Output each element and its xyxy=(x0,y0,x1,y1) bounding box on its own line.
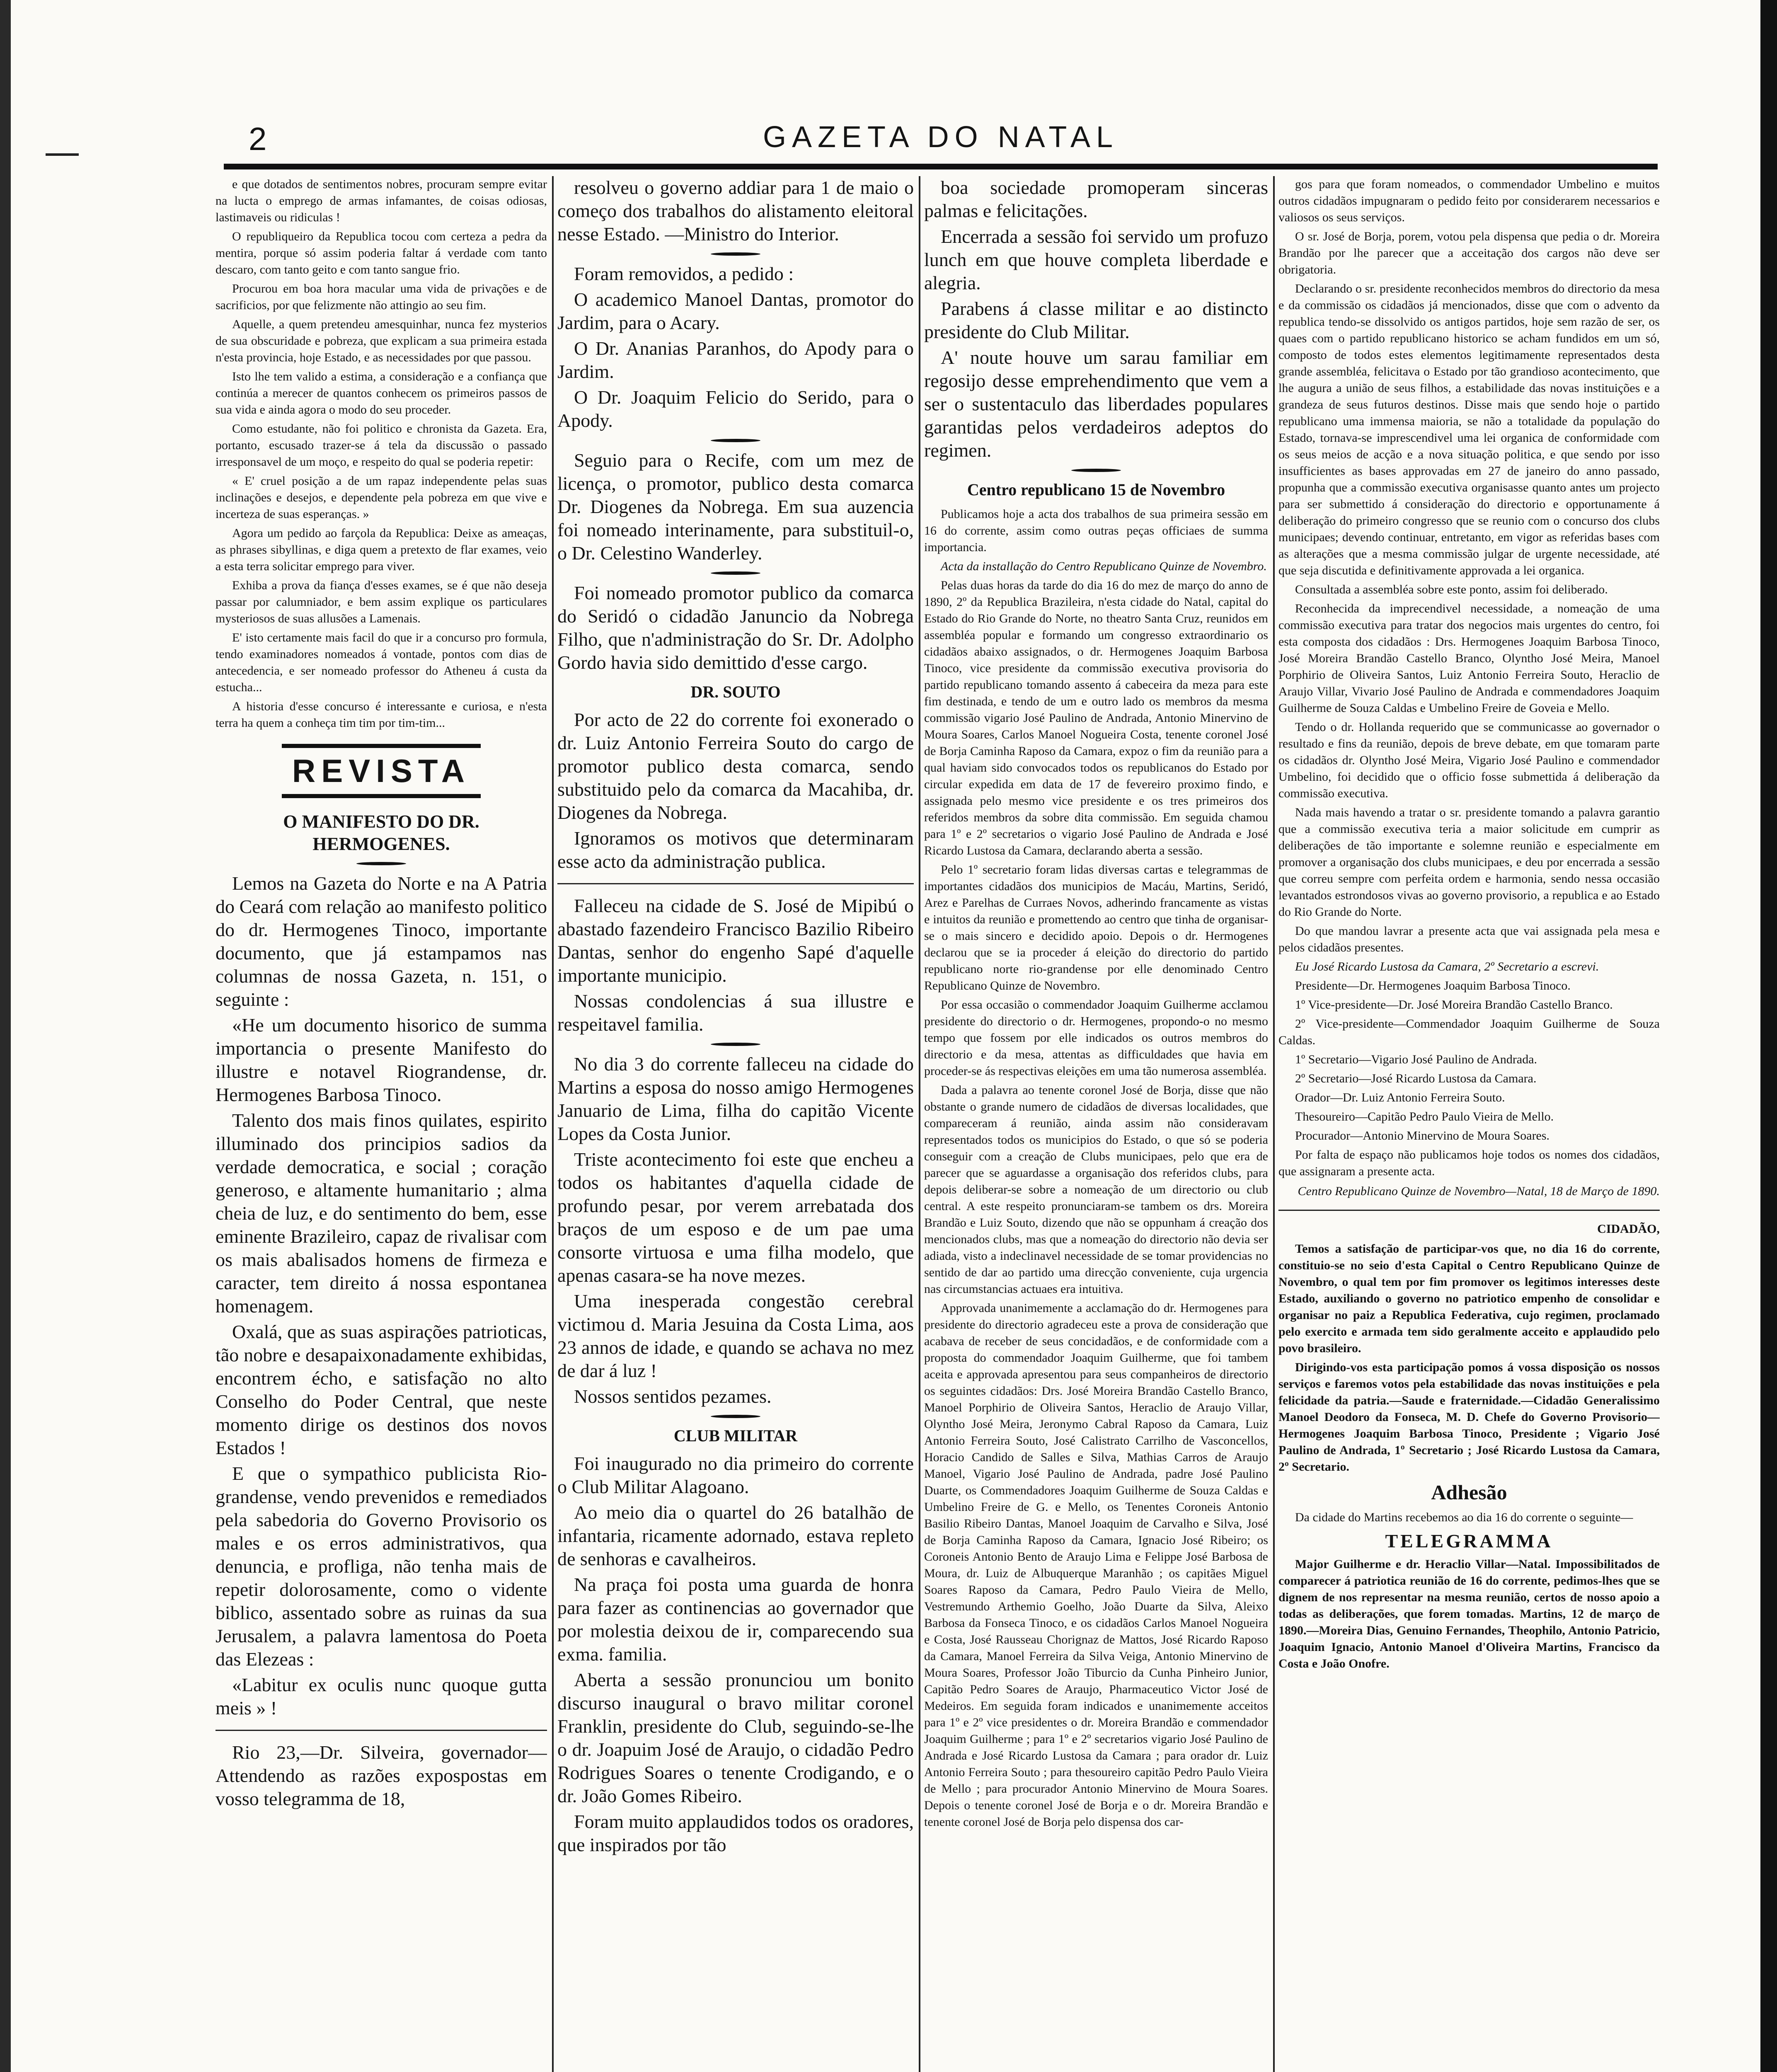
dateline: Centro Republicano Quinze de Novembro—Natal, 18 de Março de 1890. xyxy=(1298,1184,1660,1198)
article-body xyxy=(215,872,547,1811)
article-title: CLUB MILITAR xyxy=(673,1426,798,1445)
paragraph: boa sociedade promoperam sinceras palmas e felicitações. xyxy=(924,177,1268,221)
column-4 xyxy=(1278,176,1660,2072)
paragraph: Parabens á classe militar e ao distincto presidente do Club Militar. xyxy=(924,298,1268,342)
paragraph: Dirigindo-vos esta participação pomos á vossa disposição os nossos serviços e faremos votos pela estabilidade das novas instituições e pela felicidade da patria.—Saude e fraternidade.—Cidadão Generalissimo Manoel Deodoro da Fonseca, M. D. Chefe do Governo Provisorio—Hermogenes Joaquim Barbosa Tinoco, Presidente ; Vigario José Paulino de Andrada, 1º Secretario ; José Ricardo Lustosa da Camara, 2º Secretario. xyxy=(1278,1360,1660,1474)
paragraph: Seguio para o Recife, com um mez de licença, o promotor, publico desta comarca Dr. Diogenes da Nobrega. Em sua auzencia foi nomeado interinamente, para substituil-o, o Dr. Celestino Wanderley. xyxy=(557,450,914,564)
paragraph: Aberta a sessão pronunciou um bonito discurso inaugural o bravo militar coronel Franklin, presidente do Club, seguindo-se-lhe o dr. Joapuim José de Araujo, o cidadão Pedro Rodrigues Soares o tenente Crodigando, e o dr. João Gomes Ribeiro. xyxy=(557,1669,914,1806)
paragraph: Foi inaugurado no dia primeiro do corrente o Club Militar Alagoano. xyxy=(557,1453,914,1497)
signature-line: Thesoureiro—Capitão Pedro Paulo Vieira de Mello. xyxy=(1295,1110,1554,1123)
paragraph: O Dr. Ananias Paranhos, do Apody para o Jardim. xyxy=(557,338,914,382)
signature-line: Procurador—Antonio Minervino de Moura Soares. xyxy=(1295,1129,1550,1143)
divider xyxy=(557,883,914,884)
article-body xyxy=(557,708,914,1408)
news-items xyxy=(557,176,914,674)
paragraph: Nossos sentidos pezames. xyxy=(574,1386,772,1407)
paragraph: O academico Manoel Dantas, promotor do Jardim, para o Acary. xyxy=(557,289,914,333)
paragraph: Na praça foi posta uma guarda de honra para fazer as continencias ao governador que por molestia deixou de ir, comparecendo sua exma. familia. xyxy=(557,1574,914,1665)
paragraph: Como estudante, não foi politico e chronista da Gazeta. Era, portanto, escusado trazer-se á tela da discussão o passado irresponsavel de um moço, e respeito do qual se poderia repetir: xyxy=(215,422,547,469)
paragraph: O Dr. Joaquim Felicio do Serido, para o Apody. xyxy=(557,387,914,431)
paragraph: A' noute houve um sarau familiar em regosijo desse emprehendimento que vem a ser o sustentaculo das liberdades populares garantidas pelos verdadeiros adeptos do regimen. xyxy=(924,347,1268,461)
paragraph: Exhiba a prova da fiança d'esses exames, se é que não deseja passar por calumniador, e bem assim explique os particulares mysteriosos de suas allusões a Lamenais. xyxy=(215,579,547,625)
paragraph: Tendo o dr. Hollanda requerido que se communicasse ao governador o resultado e fins da reunião, depois de breve debate, em que tomaram parte os cidadãos dr. Olyntho José Meira, Vigario José Paulino e commendador Umbelino, foi decidido que o officio fosse submettida á deliberação da commissão executiva. xyxy=(1278,720,1660,800)
paragraph: Do que mandou lavrar a presente acta que vai assignada pela mesa e pelos cidadãos presentes. xyxy=(1278,924,1660,954)
ornament-rule xyxy=(711,439,760,442)
paragraph: Foi nomeado promotor publico da comarca do Seridó o cidadão Januncio da Nobrega Filho, que n'administração do Sr. Dr. Adolpho Gordo havia sido demittido d'esse cargo. xyxy=(557,582,914,673)
paragraph: Major Guilherme e dr. Heraclio Villar—Natal. Impossibilitados de comparecer á patriotica reunião de 16 do corrente, pedimos-lhes que se dignem de nos representar na mesma reunião, certos de nosso apoio a todas as deliberações, que forem tomadas. Martins, 12 de março de 1890.—Moreira Dias, Genuino Fernandes, Theophilo, Antonio Patricio, Joaquim Ignacio, Antonio Manoel d'Oliveira Martins, Francisco da Costa e João Onofre. xyxy=(1278,1557,1660,1670)
paragraph: Oxalá, que as suas aspirações patrioticas, tão nobre e desapaixonadamente exhibidas, encontrem écho, e satisfação no alto Conselho do Poder Central, que neste momento dirige os destinos dos novos Estados ! xyxy=(215,1321,547,1458)
paragraph: Triste acontecimento foi este que encheu a todos os habitantes d'aquella cidade de profundo pesar, por verem arrebatada dos braços de um esposo e de um pae uma consorte virtuosa e uma filha modelo, que apenas casara-se ha nove mezes. xyxy=(557,1149,914,1286)
quotation: «Labitur ex oculis nunc quoque gutta meis » ! xyxy=(215,1674,547,1719)
paragraph: Ao meio dia o quartel do 26 batalhão de infantaria, ricamente adornado, estava repleto de senhoras e cavalheiros. xyxy=(557,1502,914,1569)
paragraph: Procurou em boa hora macular uma vida de privações e de sacrificios, por que felizmente não attingio ao seu fim. xyxy=(215,282,547,312)
paragraph: e que dotados de sentimentos nobres, procuram sempre evitar na lucta o emprego de armas infamantes, de coisas odiosas, lastimaveis ou ridiculas ! xyxy=(215,177,547,224)
paragraph: Encerrada a sessão foi servido um profuzo lunch em que houve completa liberdade e alegria. xyxy=(924,226,1268,293)
section-heading-adhesao: Adhesão xyxy=(1431,1481,1507,1504)
ornament-rule xyxy=(711,252,760,256)
paragraph: Approvada unanimemente a acclamação do dr. Hermogenes para presidente do directorio agradeceu este a prova de consideração que acabava de receber de seus concidadãos, e de conformidade com a proposta do commendador Joaquim Guilherme, que foi tambem aceita e approvada apresentou para seus companheiros de directorio os seguintes cidadãos: Drs. José Moreira Brandão Castello Branco, Manoel Porphirio de Oliveira Santos, Heraclio de Araujo Villar, Olyntho José Meira, Jeronymo Cabral Raposo da Camara, Luiz Antonio Ferreira Souto, José Calistrato Carrilho de Vasconcellos, Horacio Candido de Salles e Silva, Mathias Carros de Araujo Manoel, Vigario José Paulino de Andrada, padre José Paulino Duarte, os Commendadores Joaquim Guilherme de Souza Caldas e Umbelino Freire de G. e Mello, os Tenentes Coroneis Antonio Basilio Ribeiro Dantas, Manoel Joaquim de Carvalho e Silva, José de Borja Caminha Raposo da Camara, Ignacio José Ribeiro; os Coroneis Antonio Bento de Araujo Lima e Felippe José Barbosa de Moura, dr. Luiz de Albuquerque Maranhão ; os capitães Miguel Soares Raposo da Camara, Pedro Paulo Vieira de Mello, Vestremundo Arthemio Goelho, João Duarte da Silva, Aleixo Barbosa da Fonseca Tinoco, e os cidadãos Carlos Manoel Nogueira e Costa, José Rausseau Chorignaz de Mattos, José Ricardo Raposo da Camara, Manoel Ferreira da Silva Veiga, Antonio Minervino de Moura Soares, Professor João Tiburcio da Cunha Pinheiro Junior, Capitão Pedro Soares de Araujo, Pharmaceutico Victor José de Medeiros. Em seguida foram indicados e unanimemente acceitos para 1º e 2º vice presidentes o dr. Moreira Brandão e commendador Joaquim Guilherme ; para 1º e 2º secretarios vigario José Paulino de Andrada e José Ricardo Lustosa da Camara ; para orador dr. Luiz Antonio Ferreira Souto ; para thesoureiro capitão Pedro Paulo Vieira de Mello ; para procurador Antonio Minervino de Moura Soares. Depois o tenente coronel José de Borja e o dr. Moreira Brandão e tenente coronel José de Borja pelo dispensa dos car- xyxy=(924,1301,1268,1829)
paragraph: O republiqueiro da Republica tocou com certeza a pedra da mentira, porque só assim poderia faltar á verdade com tanto descaro, com tanto geito e com tanto sangue frio. xyxy=(215,230,547,276)
paragraph: Acta da installação do Centro Republicano Quinze de Novembro. xyxy=(941,559,1267,573)
paragraph: Foram removidos, a pedido : xyxy=(574,263,794,284)
divider xyxy=(1278,1210,1660,1211)
paragraph: Falleceu na cidade de S. José de Mipibú o abastado fazendeiro Francisco Bazilio Ribeiro Dantas, senhor do engenho Sapé d'aquelle importante municipio. xyxy=(557,895,914,986)
column-1 xyxy=(215,176,547,2072)
paragraph: Uma inesperada congestão cerebral victimou d. Maria Jesuina da Costa Lima, aos 23 annos de idade, e quando se achava no mez de dar á luz ! xyxy=(557,1290,914,1381)
article-continuation xyxy=(215,176,547,731)
page-number: 2 xyxy=(249,121,267,157)
paragraph: Lemos na Gazeta do Norte e na A Patria do Ceará com relação ao manifesto politico do dr. Hermogenes Tinoco, importante documento, que já estampamos nas columnas de nossa Gazeta, n. 151, o seguinte : xyxy=(215,873,547,1010)
paragraph: Por falta de espaço não publicamos hoje todos os nomes dos cidadãos, que assignaram a presente acta. xyxy=(1278,1148,1660,1178)
paragraph: Nada mais havendo a tratar o sr. presidente tomando a palavra garantio que a commissão executiva teria a maior solicitude em cumprir as deliberações de tão importante e solemne reunião e especialmente em promover a organisação dos clubs municipaes, e deu por encerrada a sessão que correu sempre com perfeita ordem e harmonia, sendo nessa occasião levantados estrondosos vivas ao governo provisorio, a republica e ao Estado do Rio Grande do Norte. xyxy=(1278,806,1660,919)
masthead xyxy=(215,120,1666,166)
divider xyxy=(215,1730,547,1731)
ornament-rule xyxy=(711,1043,760,1046)
paragraph: Nossas condolencias á sua illustre e respeitavel familia. xyxy=(557,990,914,1035)
paragraph: Da cidade do Martins recebemos ao dia 16 do corrente o seguinte— xyxy=(1295,1510,1633,1524)
paragraph: Rio 23,—Dr. Silveira, governador—Attendendo as razões expospostas em vosso telegramma de 18, xyxy=(215,1742,547,1809)
paragraph: O sr. José de Borja, porem, votou pela dispensa que pedia o dr. Moreira Brandão por lhe parecer que a acceitação dos cargos não deve ser obrigatoria. xyxy=(1278,230,1660,276)
newspaper-title: GAZETA DO NATAL xyxy=(763,121,1119,154)
paragraph: Pelas duas horas da tarde do dia 16 do mez de março do anno de 1890, 2º da Republica Brazileira, n'esta cidade do Natal, capital do Estado do Rio Grande do Norte, no theatro Santa Cruz, reunidos em assembléa popular e formando um congresso extraordinario os cidadãos abaixo assignados, o dr. Hermogenes Joaquim Barbosa Tinoco, vice presidente da commissão executiva provisoria do partido republicano tomando assento á cabeceira da meza para este fim destinada, e tendo de um e outro lado os membros da mesma commissão vigario José Paulino de Andrada, Antonio Minervino de Moura Soares, Carlos Manoel Nogueira Costa, tenente coronel José de Borja Caminha Raposo da Camara, expoz o fim da reunião para a qual haviam sido convocados todos os republicanos do Estado por circular expedida em data de 17 de fevereiro proximo findo, e assignada pelo mesmo vice presidente e os tres primeiros dos referidos membros da sobre dita commissão. Em seguida chamou para 1º e 2º secretarios o vigario José Paulino de Andrada e José Ricardo Lustosa da Camara, declarando aberta a sessão. xyxy=(924,579,1268,857)
scan-edge-right xyxy=(1760,0,1777,2072)
article-continuation xyxy=(1278,176,1660,1180)
paragraph: resolveu o governo addiar para 1 de maio o começo dos trabalhos do alistamento eleitoral nesse Estado. —Ministro do Interior. xyxy=(557,177,914,244)
paragraph: No dia 3 do corrente falleceu na cidade do Martins a esposa do nosso amigo Hermogenes Januario de Lima, filha do capitão Vicente Lopes da Costa Junior. xyxy=(557,1053,914,1144)
article-continuation xyxy=(924,176,1268,462)
column-divider xyxy=(919,176,920,2072)
quotation: « E' cruel posição a de um rapaz independente pelas suas inclinações e desejos, e dependente pela pobreza em que vive e incerteza de suas esperanças. » xyxy=(215,474,547,521)
circular-letter xyxy=(1278,1241,1660,1475)
signature-line: 2º Vice-presidente—Commendador Joaquim Guilherme de Souza Caldas. xyxy=(1278,1017,1660,1047)
paragraph: Publicamos hoje a acta dos trabalhos de sua primeira sessão em 16 do corrente, assim como outras peças officiaes de summa importancia. xyxy=(924,507,1268,554)
paragraph: «He um documento hisorico de summa importancia o presente Manifesto do illustre e notavel Riograndense, dr. Hermogenes Barbosa Tinoco. xyxy=(215,1014,547,1105)
ornament-rule xyxy=(711,571,760,575)
column-2 xyxy=(557,176,914,2072)
section-heading-revista: REVISTA xyxy=(282,744,481,798)
paragraph: Aquelle, a quem pretendeu amesquinhar, nunca fez mysterios de sua obscuridade e pobreza, que explicam a sua primeira estada n'esta provincia, hoje Estado, e as necessidades por que passou. xyxy=(215,317,547,364)
paragraph: Reconhecida da imprecendivel necessidade, a nomeação de uma commissão executiva para tratar dos negocios mais urgentes do centro, foi esta composta dos cidadãos : Drs. Hermogenes Joaquim Barbosa Tinoco, José Moreira Brandão Castello Branco, Olyntho José Meira, Manoel Porphirio de Oliveira Santos, Luiz Antonio Ferreira Souto, Heraclio de Araujo Villar, Vivario José Paulino de Andrada e commendadores Joaquim Guilherme de Souza Caldas e Umbelino Freire de Goveia e Mello. xyxy=(1278,602,1660,715)
paragraph: Declarando o sr. presidente reconhecidos membros do directorio da mesa e da commissão os cidadãos já mencionados, disse que com o advento da republica tendo-se dissolvido os antigos partidos, hoje sem razão de ser, os quaes com o partido republicano historico se acham fundidos em um só, composto de todos estes elementos legitimamente representados desta grande assembléa, felicitava o Estado por tão grandioso acontecimento, que lhe augura a união de seus filhos, a estabilidade das novas instituições e a grandeza de seus futuros destinos. Disse mais que sendo hoje o partido republicano uma immensa maioria, se não a totalidade da população do Estado, tornava-se imprescendivel uma lei organica de conformidade com os seus meios de acção e a nova situação politica, e que sendo por isso insufficientes as bases approvadas em 27 de janeiro do anno passado, propunha que a commissão executiva organisasse quanto antes um projecto para ser submettido á consideração do directorio e opportunamente á deliberação do primeiro congresso que se reunio com o concurso dos clubs municipaes; devendo continuar, entretanto, em vigor as referidas bases com as alterações que a mesma commissão julgar de urgente necessidade, até que seja discutida e definitivamente approvada a lei organica. xyxy=(1278,282,1660,577)
column-3 xyxy=(924,176,1268,2072)
paragraph: Eu José Ricardo Lustosa da Camara, 2º Secretario a escrevi. xyxy=(1295,960,1599,973)
paragraph: A historia d'esse concurso é interessante e curiosa, e n'esta terra ha quem a conheça tim tim por tim-tim... xyxy=(215,700,547,730)
paragraph: Ignoramos os motivos que determinaram esse acto da administração publica. xyxy=(557,828,914,872)
ornament-rule xyxy=(1071,469,1121,472)
paragraph: Pelo 1º secretario foram lidas diversas cartas e telegrammas de importantes cidadãos dos municipios de Macáu, Martins, Seridó, Arez e Parelhas de Curraes Novos, adherindo francamente as vistas e intuitos da reunião e promettendo ao centro que tinha de organisar-se o mais sincero e decidido apoio. Depois o dr. Hermogenes declarou que se ia proceder á eleição do directorio do partido republicano norte rio-grandense por elle denominado Centro Republicano Quinze de Novembro. xyxy=(924,863,1268,992)
paragraph: E' isto certamente mais facil do que ir a concurso pro formula, tendo examinadores nomeados á vontade, pontos com dias de antecedencia, e ser nomeado professor do Atheneu á custa da estucha... xyxy=(215,631,547,694)
paragraph: E que o sympathico publicista Rio-grandense, vendo prevenidos e remediados pela sabedoria do Governo Provisorio os males e os erros administrativos, qua denuncia, e profliga, não tenha mais de repetir dolorosamente, como o vidente biblico, assentado sobre as ruinas da sua Jerusalem, a palavra lamentosa do Poeta das Elezeas : xyxy=(215,1463,547,1670)
signature-line: 2º Secretario—José Ricardo Lustosa da Camara. xyxy=(1295,1072,1537,1085)
column-divider xyxy=(1273,176,1275,2072)
paragraph: Dada a palavra ao tenente coronel José de Borja, disse que não obstante o grande numero de cidadãos de diversas localidades, que compareceram á reunião, ainda assim não consideravam representados todos os municipios do Estado, o que só se poderia conseguir com a creação de Clubs municipaes, pelo que era de parecer que se aguardasse a organisação dos referidos clubs, para depois deliberar-se sobre a nomeação de um directorio ou club central. A este respeito pronunciaram-se tambem os drs. Moreira Brandão e Luiz Souto, dizendo que não se oppunham á creação dos mencionados clubs, mas que a nomeação do directorio não devia ser adiada, visto a indeclinavel necessidade de se tomar providencias no sentido de dar ao partido uma direcção conveniente, cuja urgencia nas circumstancias actuaes era intuitiva. xyxy=(924,1083,1268,1296)
article-body xyxy=(1278,1509,1660,1526)
paragraph: Isto lhe tem valido a estima, a consideração e a confiança que continúa a merecer de quantos conhecem os primeiros passos de sua vida e ainda agora o modo do seu proceder. xyxy=(215,370,547,416)
paragraph: Talento dos mais finos quilates, espirito illuminado dos principios sadios da verdade democratica, e social ; coração generoso, e altamente humanitario ; alma cheia de luz, e do sentimento do bem, esse eminente Brazileiro, capaz de rivalisar com os mais abalisados homens de firmeza e caracter, tem direito á nossa espontanea homenagem. xyxy=(215,1110,547,1317)
paragraph: Temos a satisfação de participar-vos que, no dia 16 do corrente, constituio-se no seio d'esta Capital o Centro Republicano Quinze de Novembro, o qual tem por fim promover os legitimos interesses deste Estado, auxiliando o governo no patriotico empenho de consolidar e organisar no paiz a Republica Federativa, cujo regimen, proclamado pelo exercito e armada tem sido geralmente acceito e applaudido pelo povo brasileiro. xyxy=(1278,1242,1660,1355)
signature-line: 1º Vice-presidente—Dr. José Moreira Brandão Castello Branco. xyxy=(1295,998,1613,1012)
scan-edge-left xyxy=(0,0,11,2072)
ornament-rule xyxy=(711,1415,760,1418)
article-title: Centro republicano 15 de Novembro xyxy=(967,480,1225,499)
column-divider xyxy=(552,176,554,2072)
header-rule xyxy=(224,164,1658,169)
signature-line: 1º Secretario—Vigario José Paulino de Andrada. xyxy=(1295,1053,1537,1066)
ornament-rule xyxy=(356,862,406,865)
section-heading-telegramma: TELEGRAMMA xyxy=(1385,1530,1553,1552)
paragraph: Por acto de 22 do corrente foi exonerado o dr. Luiz Antonio Ferreira Souto do cargo de promotor publico desta comarca, sendo substituido pelo da comarca da Macahiba, dr. Diogenes da Nobrega. xyxy=(557,709,914,823)
signature-line: Orador—Dr. Luiz Antonio Ferreira Souto. xyxy=(1295,1091,1505,1104)
article-body xyxy=(557,1452,914,1857)
paragraph: Por essa occasião o commendador Joaquim Guilherme acclamou presidente do directorio o dr. Hermogenes, propondo-o no mesmo tempo que fossem por elle indicados os outros membros do directorio e da mesa, attentas as difficuldades que havia em proceder-se ás respectivas eleições em uma tão numerosa assembléa. xyxy=(924,998,1268,1078)
stray-mark xyxy=(46,153,79,156)
article-title: O MANIFESTO DO DR. HERMOGENES. xyxy=(283,811,479,854)
signature-line: Presidente—Dr. Hermogenes Joaquim Barbosa Tinoco. xyxy=(1295,979,1571,992)
salutation: CIDADÃO, xyxy=(1597,1222,1660,1236)
paragraph: Agora um pedido ao farçola da Republica: Deixe as ameaças, as phrases sibyllinas, e diga quem a pretexto de flar exames, veio a esta terra solicitar emprego para viver. xyxy=(215,526,547,573)
paragraph: Consultada a assembléa sobre este ponto, assim foi deliberado. xyxy=(1295,583,1608,596)
article-title: DR. SOUTO xyxy=(690,683,781,701)
article-body xyxy=(924,506,1268,1830)
paragraph: gos para que foram nomeados, o commendador Umbelino e muitos outros cidadãos impugnaram o pedido feito por considerarem necessarios e valiosos os seus serviços. xyxy=(1278,177,1660,224)
paragraph: Foram muito applaudidos todos os oradores, que inspirados por tão xyxy=(557,1811,914,1855)
telegram-body xyxy=(1278,1556,1660,1672)
